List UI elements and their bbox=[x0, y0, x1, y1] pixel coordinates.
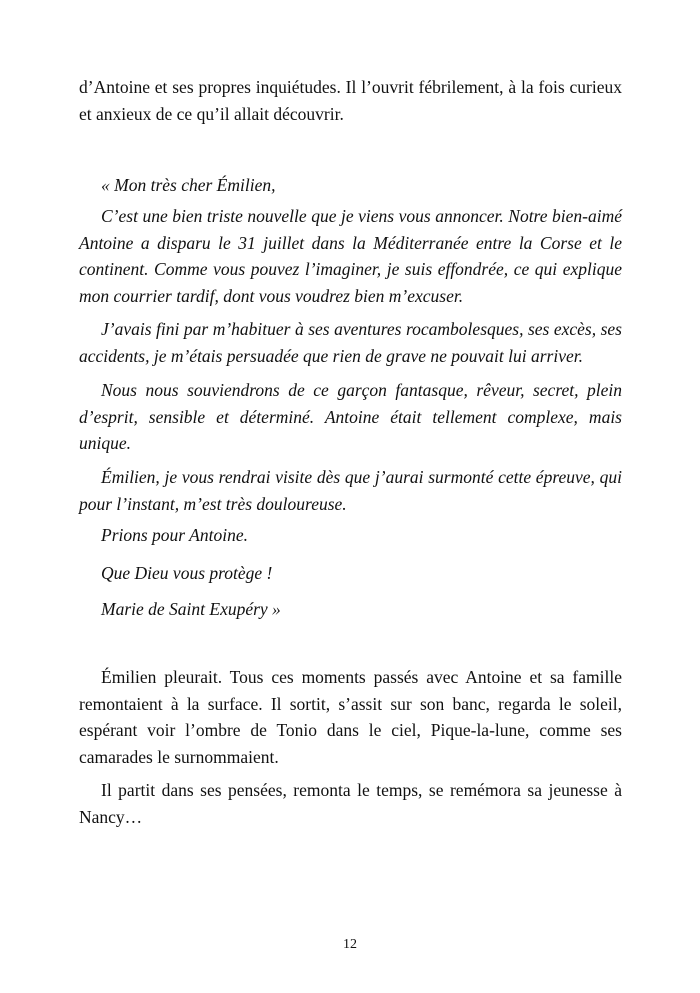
page-number: 12 bbox=[343, 937, 357, 952]
narrative-paragraph: Émilien pleurait. Tous ces moments passés avec Antoine et sa famille remontaient à la surface. Il sortit, s’assit sur son banc, regarda le soleil, espérant voir l’ombre de Tonio dans le ciel, Pique-la-lune, comme ses camarades le surnommaient. bbox=[79, 667, 622, 767]
letter-paragraph: Que Dieu vous protège ! bbox=[101, 563, 273, 583]
letter-paragraph: J’avais fini par m’habituer à ses aventures rocambolesques, ses excès, ses accidents, je m’étais persuadée que rien de grave ne pouvait lui arriver. bbox=[79, 319, 622, 366]
letter-paragraph: Nous nous souviendrons de ce garçon fantasque, rêveur, secret, plein d’esprit, sensible et déterminé. Antoine était tellement complexe, mais unique. bbox=[79, 380, 622, 453]
opening-paragraph: d’Antoine et ses propres inquiétudes. Il l’ouvrit fébrilement, à la fois curieux et anxieux de ce qu’il allait découvrir. bbox=[79, 77, 622, 124]
letter-salutation: « Mon très cher Émilien, bbox=[101, 175, 276, 195]
letter-paragraph: C’est une bien triste nouvelle que je viens vous annoncer. Notre bien-aimé Antoine a disparu le 31 juillet dans la Méditerranée entre la Corse et le continent. Comme vous pouvez l’imaginer, je suis effondrée, ce qui explique mon courrier tardif, dont vous voudrez bien m’excuser. bbox=[79, 206, 622, 306]
letter-paragraph: Émilien, je vous rendrai visite dès que j’aurai surmonté cette épreuve, qui pour l’instant, m’est très douloureuse. bbox=[79, 467, 622, 514]
letter-paragraph: Prions pour Antoine. bbox=[101, 525, 248, 545]
narrative-paragraph: Il partit dans ses pensées, remonta le temps, se remémora sa jeunesse à Nancy… bbox=[79, 780, 622, 827]
letter-signature: Marie de Saint Exupéry » bbox=[101, 599, 281, 619]
